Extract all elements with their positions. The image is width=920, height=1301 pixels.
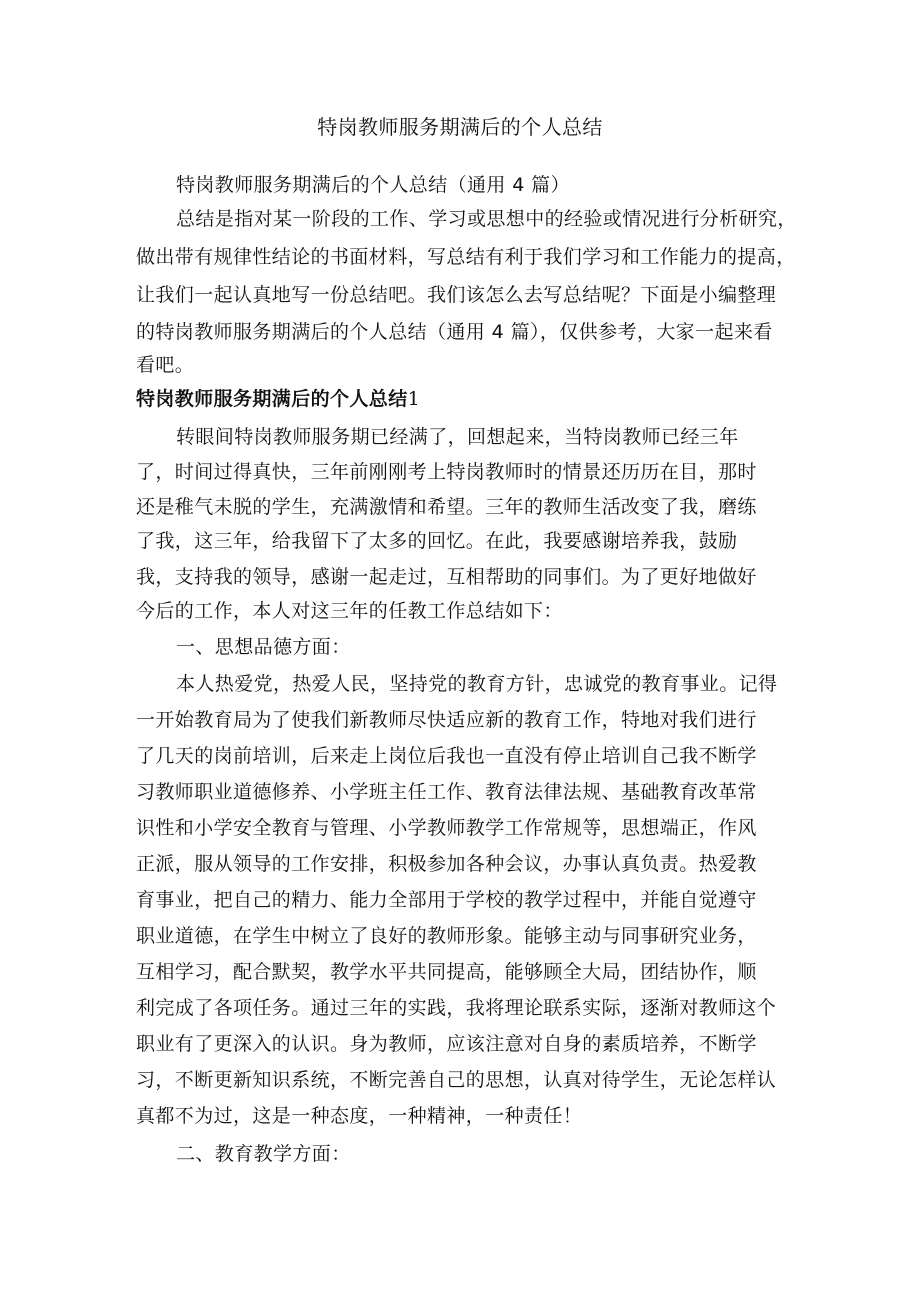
body-line: 转眼间特岗教师服务期已经满了，回想起来，当特岗教师已经三年 [176, 426, 739, 448]
body-line: 利完成了各项任务。通过三年的实践，我将理论联系实际，逐渐对教师这个 [136, 997, 777, 1019]
intro-line: 总结是指对某一阶段的工作、学习或思想中的经验或情况进行分析研究， [176, 208, 797, 230]
body-line: 本人热爱党，热爱人民，坚持党的教育方针，忠诚党的教育事业。记得 [176, 673, 778, 695]
body-line: 习，不断更新知识系统，不断完善自己的思想，认真对待学生，无论怎样认 [136, 1069, 777, 1091]
document-subtitle: 特岗教师服务期满后的个人总结（通用 4 篇） [176, 174, 570, 196]
body-line: 互相学习，配合默契，教学水平共同提高，能够顾全大局，团结协作，顺 [136, 961, 757, 983]
body-line: 今后的工作，本人对这三年的任教工作总结如下： [136, 600, 563, 622]
sub-heading: 一、思想品德方面： [176, 636, 351, 658]
body-line: 职业道德，在学生中树立了良好的教师形象。能够主动与同事研究业务， [136, 925, 757, 947]
intro-line: 做出带有规律性结论的书面材料，写总结有利于我们学习和工作能力的提高， [136, 246, 796, 268]
section-heading-number: 1 [407, 388, 421, 410]
body-line: 职业有了更深入的认识。身为教师，应该注意对自身的素质培养，不断学 [136, 1033, 757, 1055]
body-line: 还是稚气未脱的学生，充满激情和希望。三年的教师生活改变了我，磨练 [136, 496, 757, 518]
intro-line: 让我们一起认真地写一份总结吧。我们该怎么去写总结呢？下面是小编整理 [136, 284, 777, 306]
intro-line: 看吧。 [136, 354, 195, 376]
body-line: 了几天的岗前培训，后来走上岗位后我也一直没有停止培训自己我不断学 [136, 745, 757, 767]
section-heading [136, 387, 420, 411]
intro-line: 的特岗教师服务期满后的个人总结（通用 4 篇），仅供参考，大家一起来看 [136, 321, 773, 343]
document-title: 特岗教师服务期满后的个人总结 [317, 115, 603, 139]
body-line: 一开始教育局为了使我们新教师尽快适应新的教育工作，特地对我们进行 [136, 709, 757, 731]
body-line: 了，时间过得真快，三年前刚刚考上特岗教师时的情景还历历在目，那时 [136, 461, 757, 483]
body-line: 我，支持我的领导，感谢一起走过，互相帮助的同事们。为了更好地做好 [136, 566, 757, 588]
sub-heading: 二、教育教学方面： [176, 1143, 351, 1165]
body-line: 正派，服从领导的工作安排，积极参加各种会议，办事认真负责。热爱教 [136, 853, 757, 875]
body-line: 习教师职业道德修养、小学班主任工作、教育法律法规、基础教育改革常 [136, 781, 757, 803]
body-line: 了我，这三年，给我留下了太多的回忆。在此，我要感谢培养我，鼓励 [136, 530, 738, 552]
section-heading-text: 特岗教师服务期满后的个人总结 [136, 388, 408, 410]
body-line: 育事业，把自己的精力、能力全部用于学校的教学过程中，并能自觉遵守 [136, 889, 757, 911]
body-line: 真都不为过，这是一种态度，一种精神，一种责任！ [136, 1105, 583, 1127]
body-line: 识性和小学安全教育与管理、小学教师教学工作常规等，思想端正，作风 [136, 817, 757, 839]
